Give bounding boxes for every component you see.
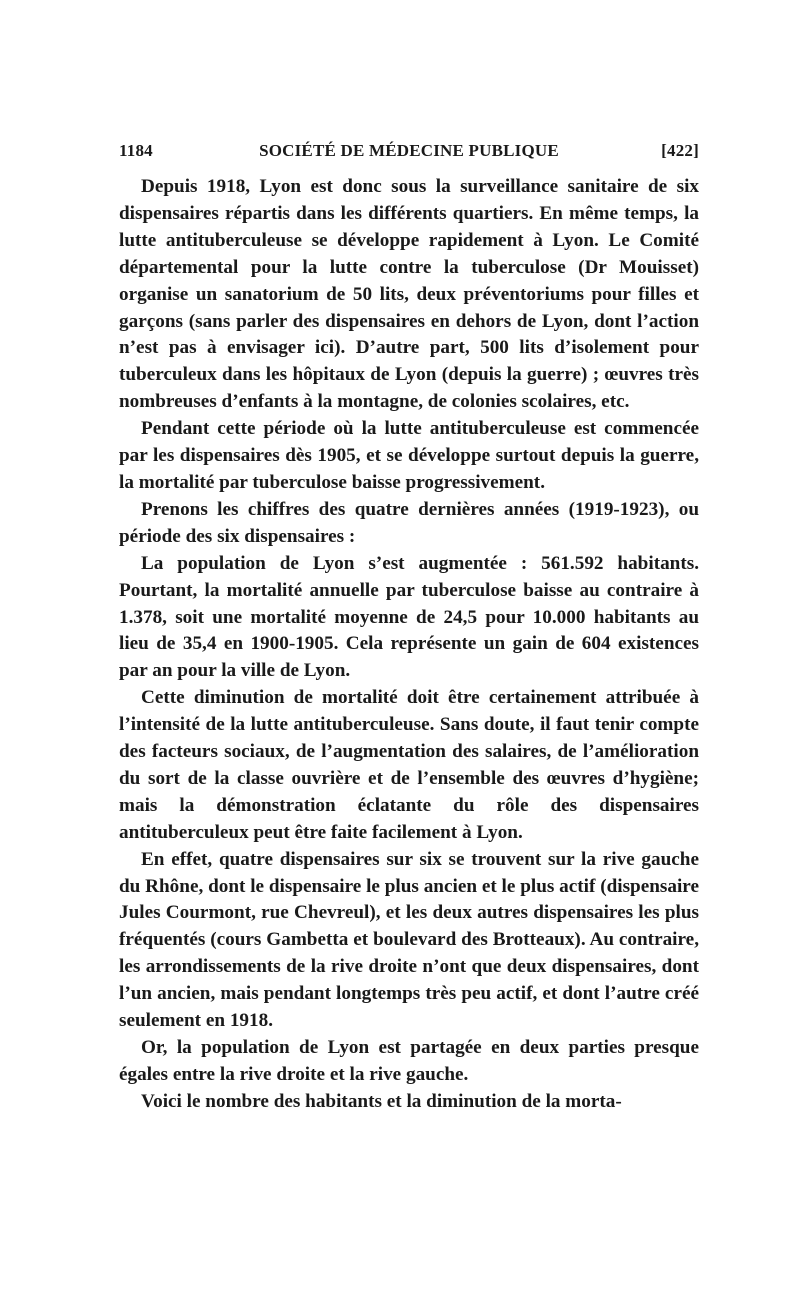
page-number: 1184: [119, 141, 153, 160]
paragraph: Cette diminution de mortalité doit être certainement attribuée à l’intensité de la lutte antituberculeuse. Sans doute, il faut tenir compte des facteurs sociaux, de l’augmentation des salaires, de l’amélioration du sort de la classe ouvrière et de l’ensemble des œuvres d’hygiène; mais la démonstration éclatante du rôle des dispensaires antituberculeux peut être faite facilement à Lyon.: [119, 687, 699, 843]
paragraph: La population de Lyon s’est augmentée : 561.592 habitants. Pourtant, la mortalité annuelle par tuberculose baisse au contraire à 1.378, soit une mortalité moyenne de 24,5 pour 10.000 habitants au lieu de 35,4 en 1900-1905. Cela représente un gain de 604 existences par an pour la ville de Lyon.: [119, 552, 699, 682]
running-title: SOCIÉTÉ DE MÉDECINE PUBLIQUE: [259, 141, 559, 160]
paragraph: Prenons les chiffres des quatre dernières années (1919-1923), ou période des six dispensaires :: [119, 498, 699, 547]
page-reference: [422]: [661, 141, 699, 160]
body-text: [119, 174, 699, 1116]
paragraph: Depuis 1918, Lyon est donc sous la surveillance sanitaire de six dispensaires répartis dans les différents quartiers. En même temps, la lutte antituberculeuse se développe rapidement à Lyon. Le Comité départemental pour la lutte contre la tuberculose (Dr Mouisset) organise un sanatorium de 50 lits, deux préventoriums pour filles et garçons (sans parler des dispensaires en dehors de Lyon, dont l’action n’est pas à envisager ici). D’autre part, 500 lits d’isolement pour tuberculeux dans les hôpitaux de Lyon (depuis la guerre) ; œuvres très nombreuses d’enfants à la montagne, de colonies scolaires, etc.: [119, 176, 699, 413]
running-header: [119, 141, 699, 167]
paragraph: Pendant cette période où la lutte antituberculeuse est commencée par les dispensaires dès 1905, et se développe surtout depuis la guerre, la mortalité par tuberculose baisse progressivement.: [119, 418, 699, 493]
paragraph: Voici le nombre des habitants et la diminution de la morta-: [141, 1090, 622, 1112]
paragraph: En effet, quatre dispensaires sur six se trouvent sur la rive gauche du Rhône, dont le dispensaire le plus ancien et le plus actif (dispensaire Jules Courmont, rue Chevreul), et les deux autres dispensaires les plus fréquentés (cours Gambetta et boulevard des Brotteaux). Au contraire, les arrondissements de la rive droite n’ont que deux dispensaires, dont l’un ancien, mais pendant longtemps très peu actif, et dont l’autre créé seulement en 1918.: [119, 848, 699, 1032]
paragraph: Or, la population de Lyon est partagée en deux parties presque égales entre la rive droite et la rive gauche.: [119, 1037, 699, 1085]
